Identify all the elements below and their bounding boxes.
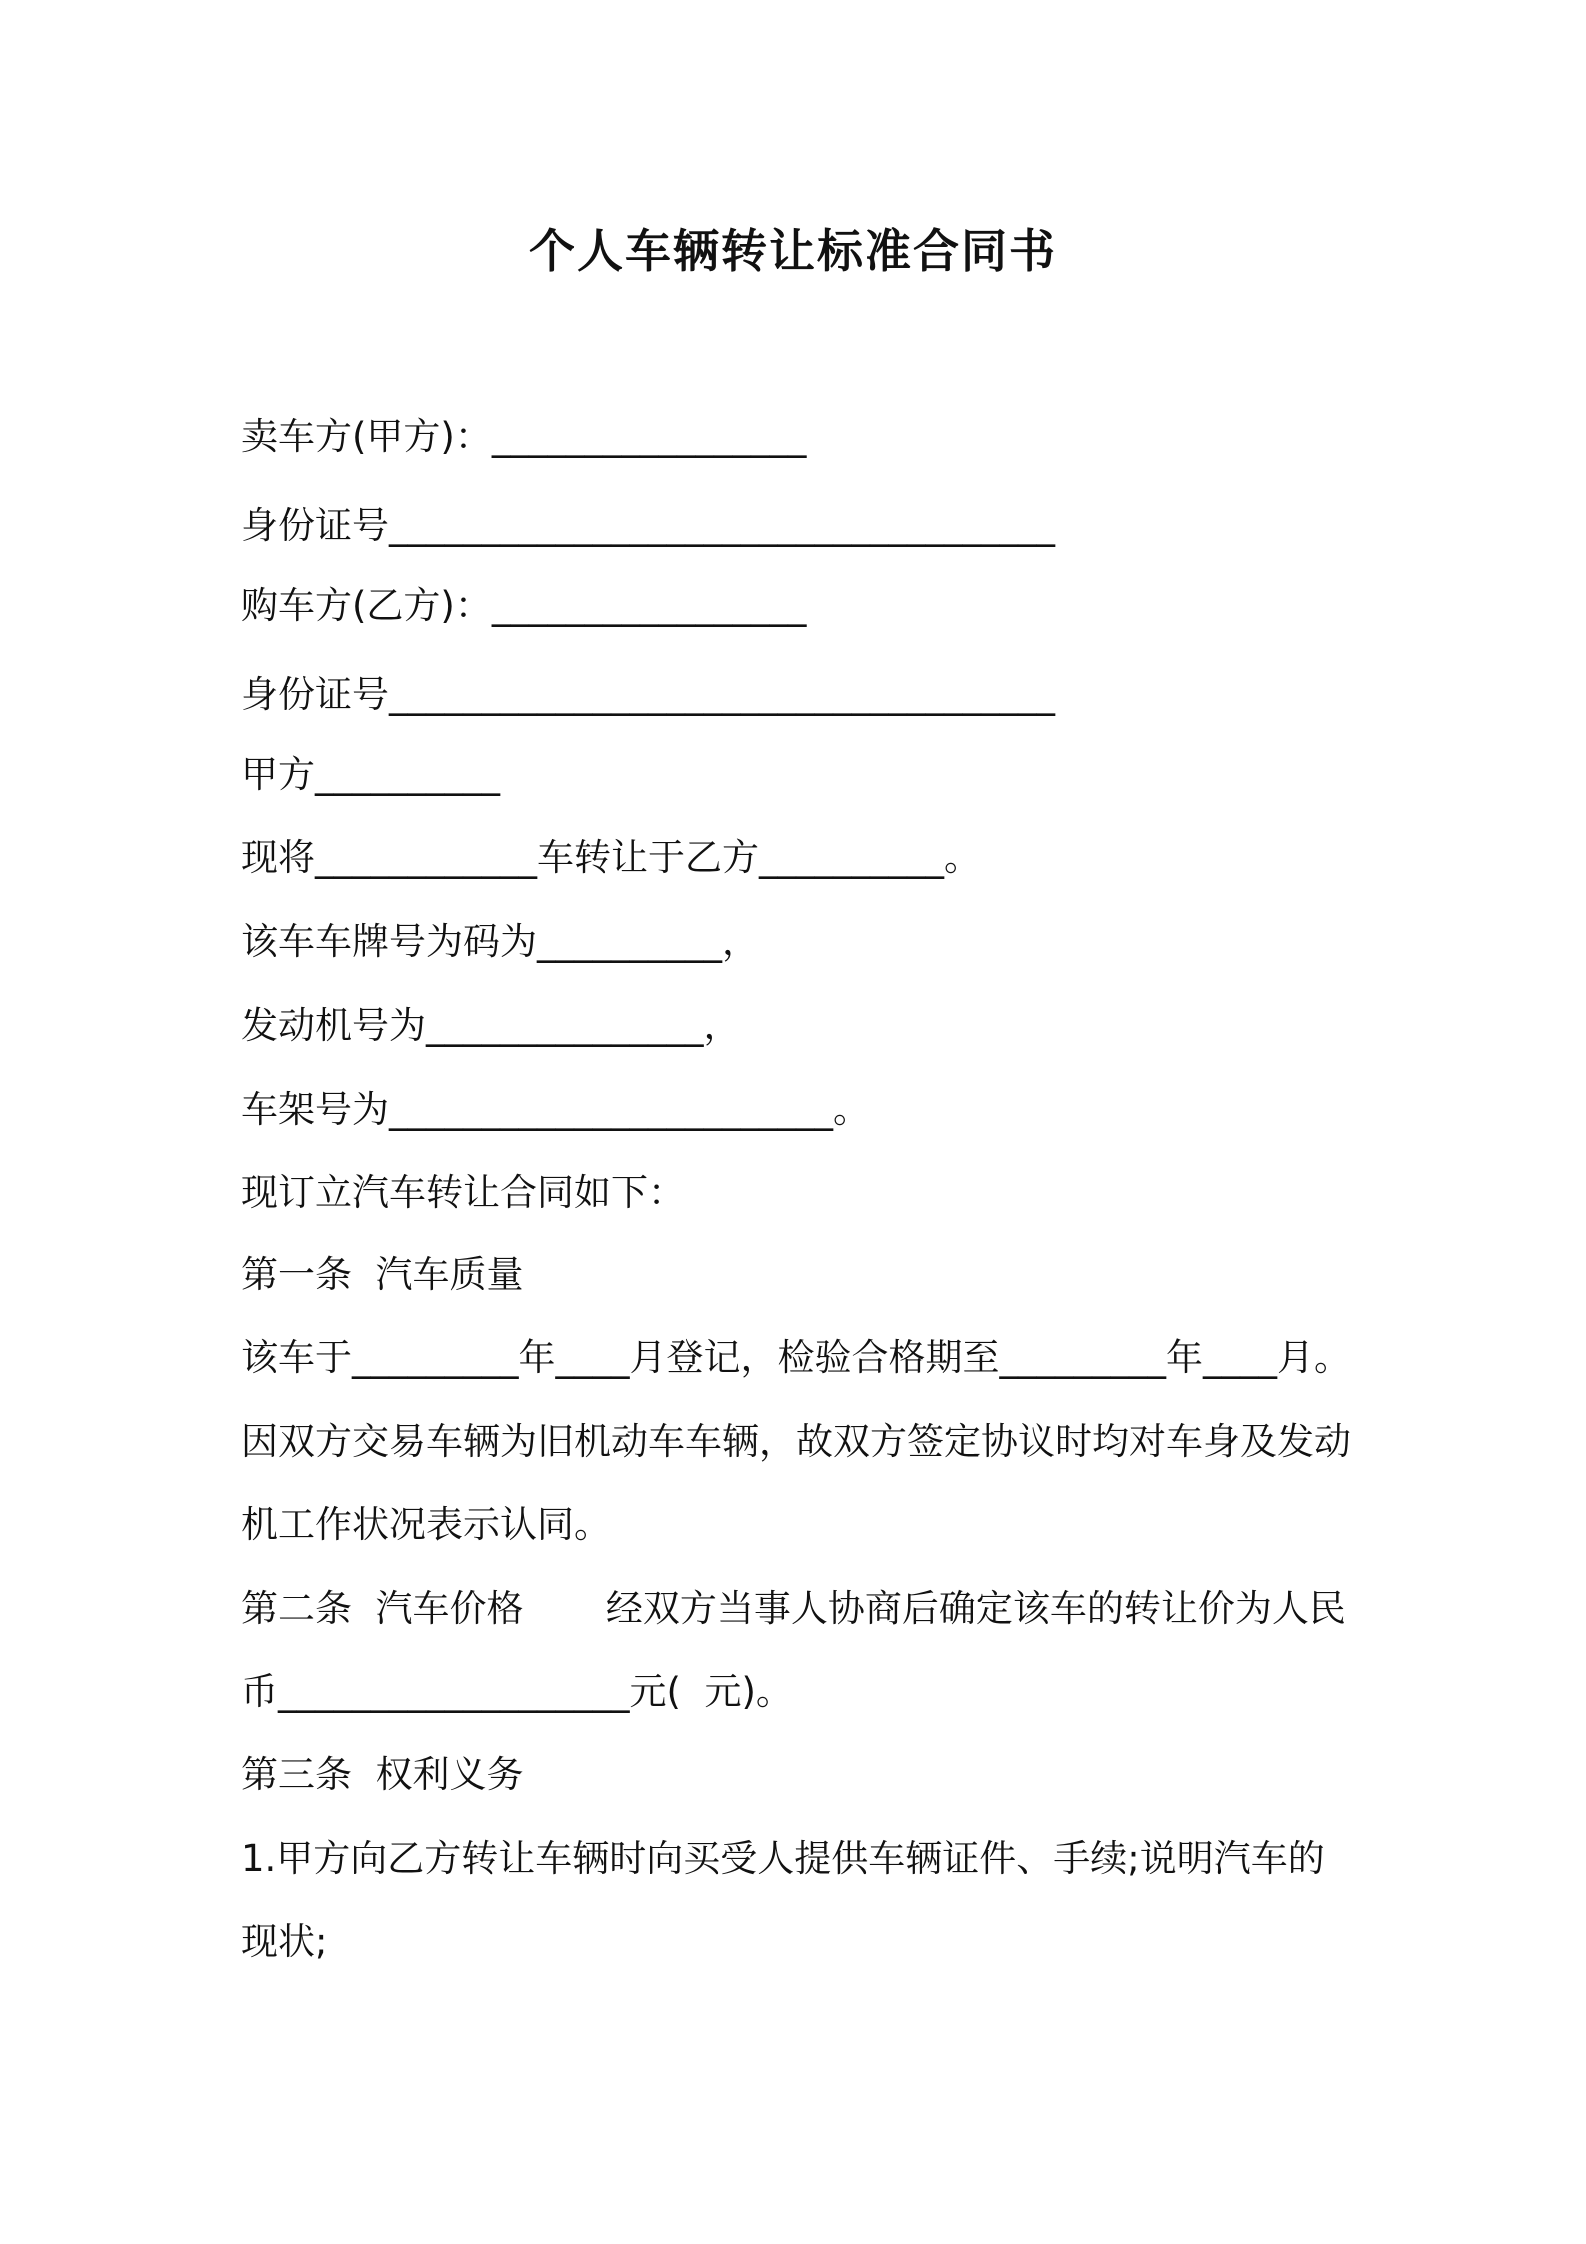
engine-number-line: 发动机号为_______________，: [241, 1004, 741, 1047]
transfer-line: 现将____________车转让于乙方__________。: [241, 836, 981, 879]
buyer-id-line: 身份证号____________________________________: [241, 673, 1055, 716]
article-3-line-1: 1.甲方向乙方转让车辆时向买受人提供车辆证件、手续;说明汽车的: [241, 1837, 1325, 1880]
article-1-line-1: 该车于_________年____月登记，检验合格期至_________年____月。: [241, 1336, 1351, 1379]
page-title: 个人车辆转让标准合同书: [529, 224, 1057, 278]
plate-number-line: 该车车牌号为码为__________，: [241, 920, 759, 963]
article-1-heading: 第一条 汽车质量: [241, 1253, 524, 1296]
frame-number-line: 车架号为________________________。: [241, 1088, 870, 1131]
article-1-line-3: 机工作状况表示认同。: [241, 1503, 611, 1546]
article-3-line-2: 现状;: [241, 1920, 328, 1963]
intro-line: 现订立汽车转让合同如下：: [241, 1171, 685, 1214]
seller-name-line: 卖车方(甲方)：_________________: [241, 415, 807, 458]
article-3-heading: 第三条 权利义务: [241, 1753, 524, 1796]
party-a-line: 甲方__________: [241, 753, 500, 796]
article-2-line-1: 第二条 汽车价格 经双方当事人协商后确定该车的转让价为人民: [241, 1587, 1346, 1630]
buyer-name-line: 购车方(乙方)：_________________: [241, 584, 807, 627]
seller-id-line: 身份证号____________________________________: [241, 504, 1055, 547]
article-1-line-2: 因双方交易车辆为旧机动车车辆，故双方签定协议时均对车身及发动: [241, 1420, 1351, 1463]
article-2-line-2: 币___________________元( 元)。: [241, 1670, 793, 1713]
